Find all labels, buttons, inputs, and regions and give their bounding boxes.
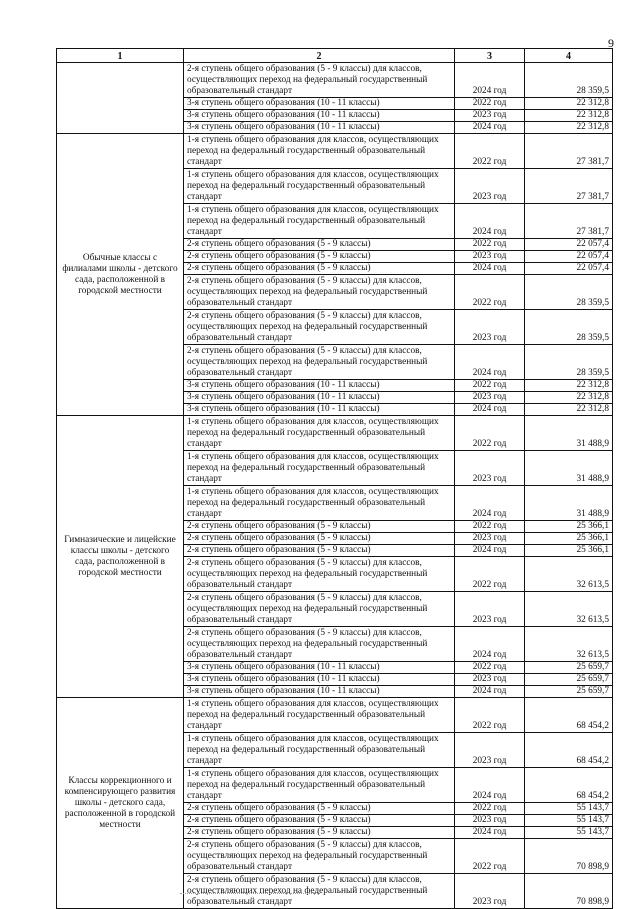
row-year: 2022 год: [455, 380, 525, 392]
row-year: 2022 год: [455, 557, 525, 592]
row-value: 22 057,4: [525, 263, 613, 275]
row-value: 32 613,5: [525, 592, 613, 627]
row-description: 3-я ступень общего образования (10 - 11 классы): [184, 674, 455, 686]
row-description: 2-я ступень общего образования (5 - 9 классы): [184, 545, 455, 557]
row-description: 2-я ступень общего образования (5 - 9 классы) для классов, осуществляющих переход на федеральный государственный образовательный стандарт: [184, 592, 455, 627]
row-year: 2024 год: [455, 122, 525, 134]
row-description: 1-я ступень общего образования для классов, осуществляющих переход на федеральный государственный образовательный стандарт: [184, 169, 455, 204]
row-description: 2-я ступень общего образования (5 - 9 классы) для классов, осуществляющих переход на федеральный государственный образовательный стандарт: [184, 275, 455, 310]
row-description: 2-я ступень общего образования (5 - 9 классы): [184, 521, 455, 533]
row-year: 2023 год: [455, 592, 525, 627]
row-year: 2024 год: [455, 627, 525, 662]
row-description: 3-я ступень общего образования (10 - 11 классы): [184, 404, 455, 416]
row-year: 2024 год: [455, 345, 525, 380]
row-value: 25 366,1: [525, 533, 613, 545]
row-description: 2-я ступень общего образования (5 - 9 классы) для классов, осуществляющих переход на федеральный государственный образовательный стандарт: [184, 310, 455, 345]
row-value: 22 312,8: [525, 98, 613, 110]
row-value: 25 659,7: [525, 662, 613, 674]
row-year: 2024 год: [455, 545, 525, 557]
row-description: 2-я ступень общего образования (5 - 9 классы) для классов, осуществляющих переход на федеральный государственный образовательный стандарт: [184, 557, 455, 592]
row-description: 3-я ступень общего образования (10 - 11 классы): [184, 686, 455, 698]
row-year: 2023 год: [455, 310, 525, 345]
row-description: 2-я ступень общего образования (5 - 9 классы) для классов, осуществляющих переход на федеральный государственный образовательный стандарт: [184, 345, 455, 380]
row-description: 1-я ступень общего образования для классов, осуществляющих переход на федеральный государственный образовательный стандарт: [184, 134, 455, 169]
row-year: 2023 год: [455, 169, 525, 204]
row-description: 2-я ступень общего образования (5 - 9 классы) для классов, осуществляющих переход на федеральный государственный образовательный стандарт: [184, 627, 455, 662]
table-row: [57, 134, 613, 169]
header-col-3: 3: [455, 49, 525, 63]
row-value: 68 454,2: [525, 733, 613, 768]
row-year: 2022 год: [455, 416, 525, 451]
row-value: 55 143,7: [525, 815, 613, 827]
row-value: 22 057,4: [525, 251, 613, 263]
row-value: 70 898,9: [525, 874, 613, 909]
row-description: 3-я ступень общего образования (10 - 11 классы): [184, 380, 455, 392]
row-description: 2-я ступень общего образования (5 - 9 классы) для классов, осуществляющих переход на федеральный государственный образовательный стандарт: [184, 839, 455, 874]
row-value: 32 613,5: [525, 627, 613, 662]
row-year: 2023 год: [455, 874, 525, 909]
row-description: 3-я ступень общего образования (10 - 11 классы): [184, 122, 455, 134]
row-value: 28 359,5: [525, 310, 613, 345]
row-description: 2-я ступень общего образования (5 - 9 классы): [184, 803, 455, 815]
row-description: 2-я ступень общего образования (5 - 9 классы): [184, 815, 455, 827]
row-description: 2-я ступень общего образования (5 - 9 классы) для классов, осуществляющих переход на федеральный государственный образовательный стандарт: [184, 63, 455, 98]
row-description: 2-я ступень общего образования (5 - 9 классы): [184, 251, 455, 263]
row-description: 2-я ступень общего образования (5 - 9 классы) для классов, осуществляющих переход на федеральный государственный образовательный стандарт: [184, 874, 455, 909]
header-col-4: 4: [525, 49, 613, 63]
row-year: 2023 год: [455, 733, 525, 768]
row-description: 3-я ступень общего образования (10 - 11 классы): [184, 98, 455, 110]
row-value: 22 312,8: [525, 380, 613, 392]
table-row: [57, 698, 613, 733]
row-year: 2022 год: [455, 275, 525, 310]
table-row: [57, 63, 613, 98]
row-value: 31 488,9: [525, 486, 613, 521]
row-year: 2023 год: [455, 815, 525, 827]
row-year: 2023 год: [455, 451, 525, 486]
row-year: 2022 год: [455, 662, 525, 674]
row-year: 2022 год: [455, 521, 525, 533]
row-year: 2022 год: [455, 803, 525, 815]
header-col-2: 2: [184, 49, 455, 63]
row-value: 55 143,7: [525, 827, 613, 839]
row-value: 22 312,8: [525, 110, 613, 122]
group-label: Обычные классы с филиалами школы - детского сада, расположенной в городской местности: [57, 134, 184, 416]
row-value: 28 359,5: [525, 63, 613, 98]
row-description: 2-я ступень общего образования (5 - 9 классы): [184, 263, 455, 275]
row-year: 2022 год: [455, 98, 525, 110]
header-row: [57, 49, 613, 63]
row-year: 2024 год: [455, 404, 525, 416]
row-year: 2023 год: [455, 533, 525, 545]
row-value: 55 143,7: [525, 803, 613, 815]
row-description: 2-я ступень общего образования (5 - 9 классы): [184, 533, 455, 545]
row-description: 1-я ступень общего образования для классов, осуществляющих переход на федеральный государственный образовательный стандарт: [184, 416, 455, 451]
row-description: 1-я ступень общего образования для классов, осуществляющих переход на федеральный государственный образовательный стандарт: [184, 733, 455, 768]
group-label: Гимназические и лицейские классы школы - детского сада, расположенной в городской местности: [57, 416, 184, 698]
row-year: 2024 год: [455, 486, 525, 521]
row-year: 2024 год: [455, 263, 525, 275]
row-year: 2023 год: [455, 251, 525, 263]
row-description: 2-я ступень общего образования (5 - 9 классы): [184, 827, 455, 839]
row-value: 25 659,7: [525, 686, 613, 698]
table-body: [57, 63, 613, 909]
row-description: 1-я ступень общего образования для классов, осуществляющих переход на федеральный государственный образовательный стандарт: [184, 768, 455, 803]
footer-rule: [180, 893, 320, 894]
row-value: 28 359,5: [525, 275, 613, 310]
row-value: 22 312,8: [525, 122, 613, 134]
row-value: 22 312,8: [525, 404, 613, 416]
group-label: Классы коррекционного и компенсирующего развития школы - детского сада, расположенной в городской местности: [57, 698, 184, 909]
row-description: 3-я ступень общего образования (10 - 11 классы): [184, 392, 455, 404]
row-description: 1-я ступень общего образования для классов, осуществляющих переход на федеральный государственный образовательный стандарт: [184, 486, 455, 521]
row-year: 2024 год: [455, 63, 525, 98]
row-year: 2022 год: [455, 698, 525, 733]
table-row: [57, 416, 613, 451]
row-value: 25 366,1: [525, 545, 613, 557]
row-value: 68 454,2: [525, 768, 613, 803]
row-value: 22 312,8: [525, 392, 613, 404]
row-year: 2023 год: [455, 392, 525, 404]
row-value: 25 659,7: [525, 674, 613, 686]
row-value: 27 381,7: [525, 134, 613, 169]
row-value: 28 359,5: [525, 345, 613, 380]
row-description: 1-я ступень общего образования для классов, осуществляющих переход на федеральный государственный образовательный стандарт: [184, 204, 455, 239]
row-description: 3-я ступень общего образования (10 - 11 классы): [184, 110, 455, 122]
row-year: 2023 год: [455, 110, 525, 122]
row-description: 2-я ступень общего образования (5 - 9 классы): [184, 239, 455, 251]
row-year: 2024 год: [455, 204, 525, 239]
row-description: 1-я ступень общего образования для классов, осуществляющих переход на федеральный государственный образовательный стандарт: [184, 451, 455, 486]
row-year: 2024 год: [455, 768, 525, 803]
row-value: 70 898,9: [525, 839, 613, 874]
row-value: 22 057,4: [525, 239, 613, 251]
row-description: 3-я ступень общего образования (10 - 11 классы): [184, 662, 455, 674]
row-year: 2022 год: [455, 839, 525, 874]
page-number: 9: [608, 36, 614, 50]
row-value: 31 488,9: [525, 451, 613, 486]
row-value: 27 381,7: [525, 169, 613, 204]
row-value: 31 488,9: [525, 416, 613, 451]
row-value: 27 381,7: [525, 204, 613, 239]
row-year: 2022 год: [455, 239, 525, 251]
row-year: 2023 год: [455, 674, 525, 686]
row-year: 2022 год: [455, 134, 525, 169]
row-year: 2024 год: [455, 686, 525, 698]
row-year: 2024 год: [455, 827, 525, 839]
header-col-1: 1: [57, 49, 184, 63]
row-value: 32 613,5: [525, 557, 613, 592]
row-value: 25 366,1: [525, 521, 613, 533]
tariff-table: [56, 48, 613, 909]
row-description: 1-я ступень общего образования для классов, осуществляющих переход на федеральный государственный образовательный стандарт: [184, 698, 455, 733]
group-label: [57, 63, 184, 134]
row-value: 68 454,2: [525, 698, 613, 733]
